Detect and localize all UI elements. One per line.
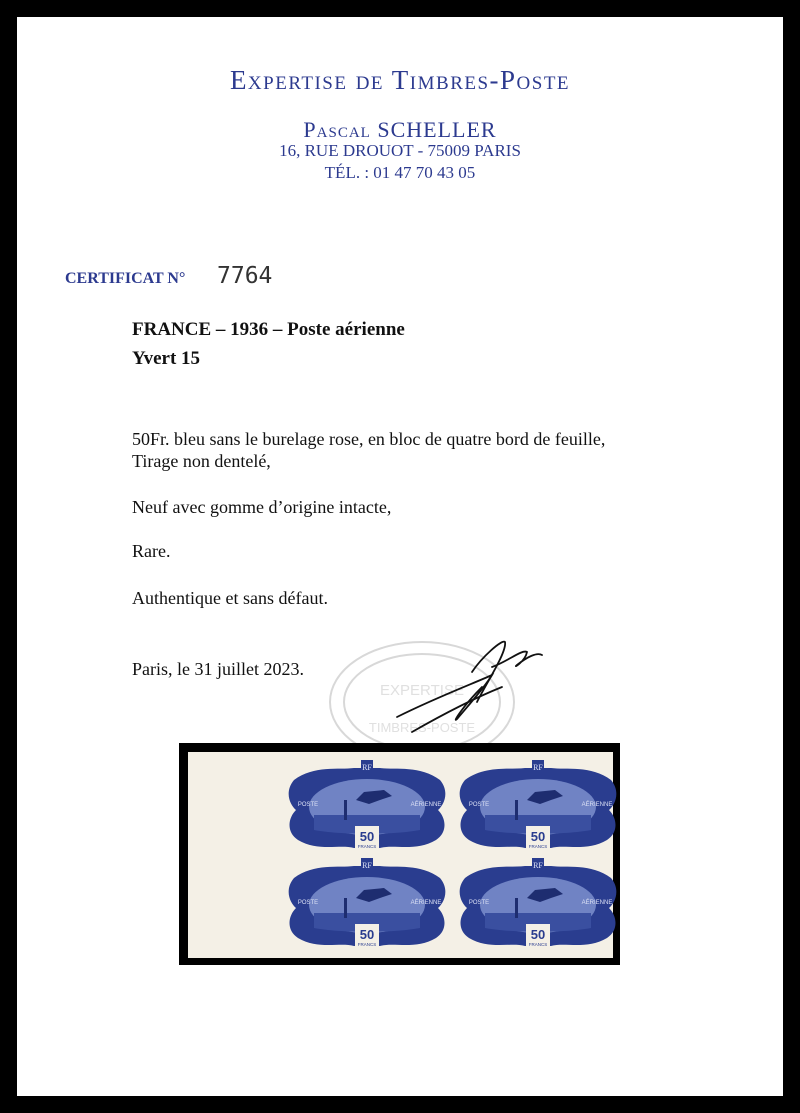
description-line-2: Tirage non dentelé,: [132, 451, 271, 471]
seal-text-bottom: TIMBRES-POSTE: [368, 720, 476, 735]
certificate-number: 7764: [217, 263, 273, 289]
subject-line-1: FRANCE – 1936 – Poste aérienne: [132, 319, 405, 340]
seal-text-top: EXPERTISE: [380, 682, 464, 699]
subject-line-2: Yvert 15: [132, 348, 201, 369]
certificate-label: CERTIFICAT N°: [65, 270, 186, 287]
expert-phone: TÉL. : 01 47 70 43 05: [324, 163, 476, 182]
description-line-4: Rare.: [132, 541, 171, 561]
header-title: Expertise de Timbres-Poste: [229, 65, 571, 95]
place-date: Paris, le 31 juillet 2023.: [132, 659, 304, 679]
stamp-top-right: [455, 760, 621, 853]
expert-name: Pascal SCHELLER: [303, 117, 497, 142]
certificate-sheet: [17, 17, 783, 1096]
stamp-block-image: [179, 743, 620, 965]
stamp-top-left: [284, 760, 450, 853]
expert-address: 16, RUE DROUOT - 75009 PARIS: [279, 141, 521, 160]
stamp-bottom-right: [455, 858, 621, 951]
description-line-5: Authentique et sans défaut.: [132, 588, 328, 608]
description-line-3: Neuf avec gomme d’origine intacte,: [132, 497, 392, 517]
description-line-1: 50Fr. bleu sans le burelage rose, en bloc de quatre bord de feuille,: [132, 429, 606, 449]
stamp-bottom-left: [284, 858, 450, 951]
